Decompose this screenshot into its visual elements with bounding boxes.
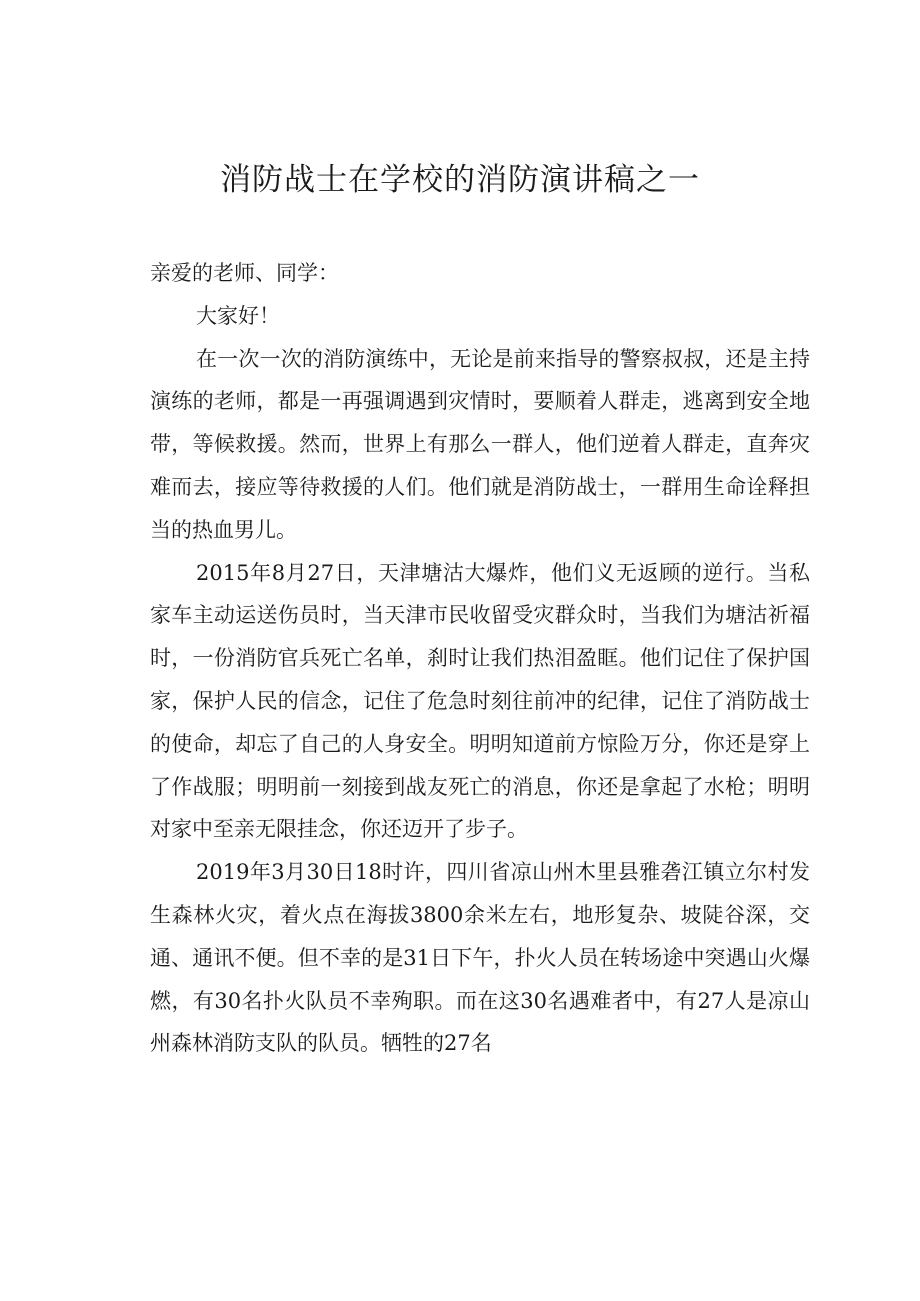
paragraph: 2015年8月27日，天津塘沽大爆炸，他们义无返顾的逆行。当私家车主动运送伤员时，当天津市民收留受灾群众时，当我们为塘沽祈福时，一份消防官兵死亡名单，刹时让我们热泪盈眶。他们记住了保护国家，保护人民的信念，记住了危急时刻往前冲的纪律，记住了消防战士的使命，却忘了自己的人身安全。明明知道前方惊险万分，你还是穿上了作战服；明明前一刻接到战友死亡的消息，你还是拿起了水枪；明明对家中至亲无限挂念，你还迈开了步子。	[150, 560, 810, 842]
greeting: 大家好！	[196, 303, 280, 328]
paragraph: 2019年3月30日18时许，四川省凉山州木里县雅砻江镇立尔村发生森林火灾，着火点在海拔3800余米左右，地形复杂、坡陡谷深，交通、通讯不便。但不幸的是31日下午，扑火人员在转场途中突遇山火爆燃，有30名扑火队员不幸殉职。而在这30名遇难者中，有27人是凉山州森林消防支队的队员。牺牲的27名	[150, 860, 810, 1056]
paragraph: 在一次一次的消防演练中，无论是前来指导的警察叔叔，还是主持演练的老师，都是一再强调遇到灾情时，要顺着人群走，逃离到安全地带，等候救援。然而，世界上有那么一群人，他们逆着人群走，直奔灾难而去，接应等待救援的人们。他们就是消防战士，一群用生命诠释担当的热血男儿。	[150, 346, 810, 542]
salutation: 亲爱的老师、同学：	[150, 261, 339, 285]
document-title: 消防战士在学校的消防演讲稿之一	[220, 162, 700, 198]
document-body	[150, 252, 810, 1065]
